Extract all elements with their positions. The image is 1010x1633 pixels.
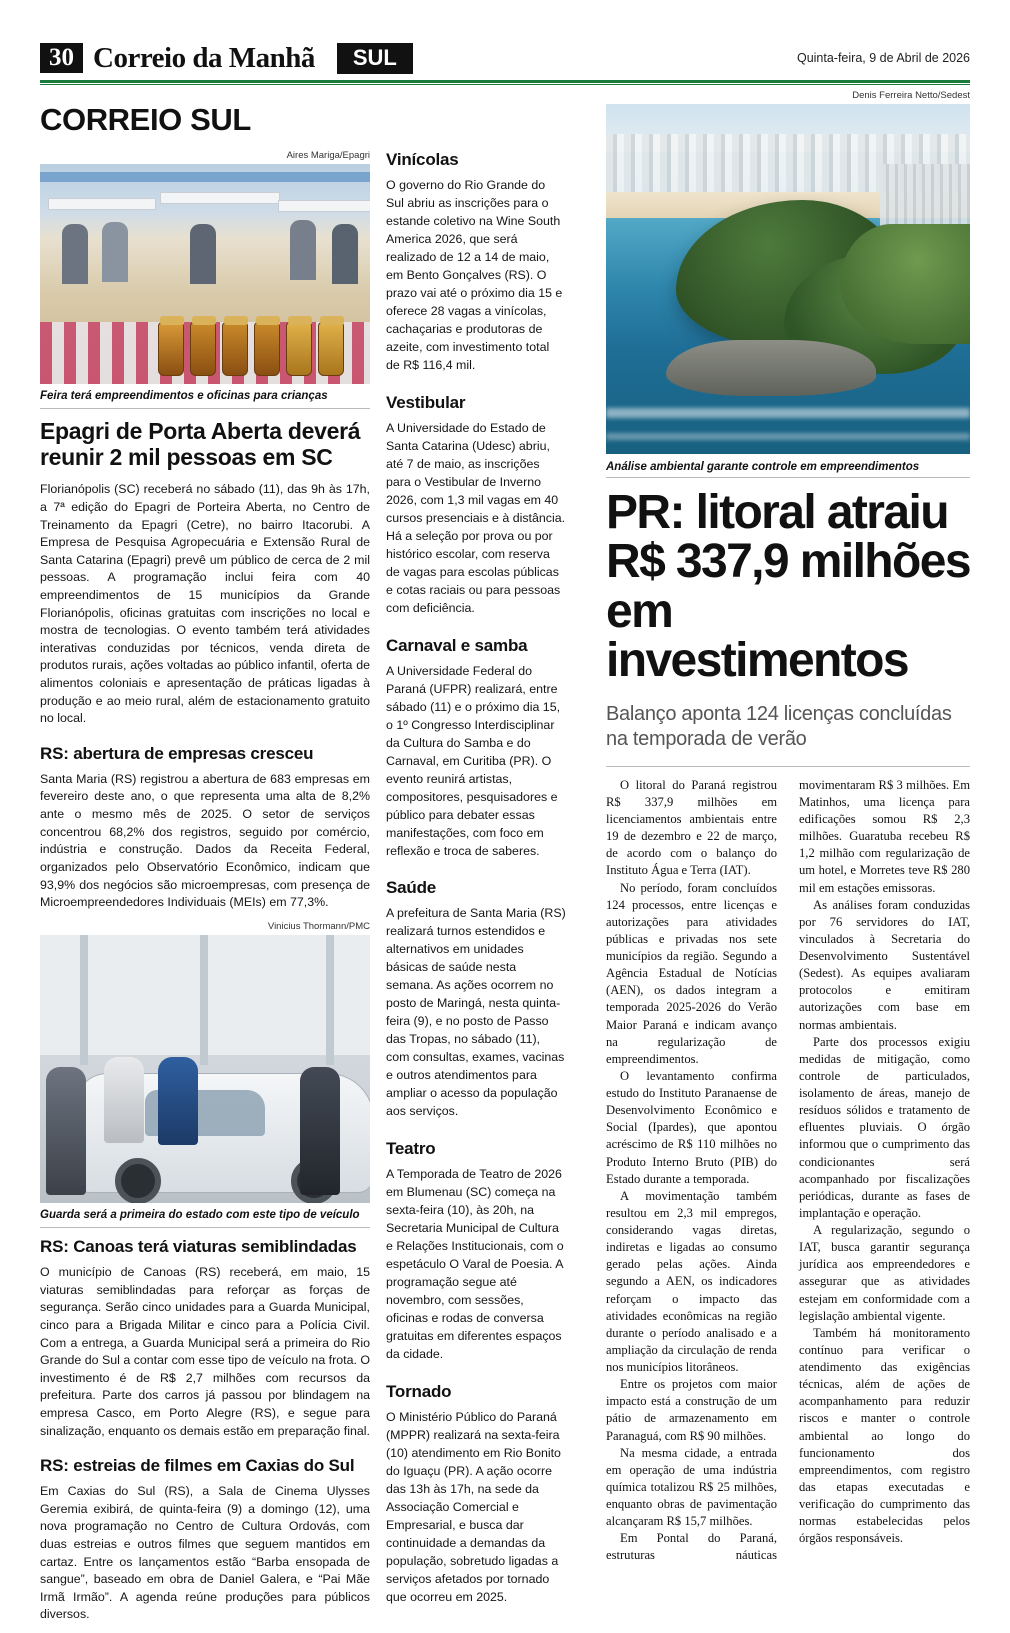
paragraph-6: Em Pontal do Paraná, estruturas náuticas movimentaram R$ 3 milhões. Em Matinhos, uma licença para edificações somou R$ 2,3 milhões. Guaratuba recebeu R$ 1,2 milhão com regularização de um hotel, e Morretes teve R$ 280 mil em estações emissoras. [606, 777, 970, 1563]
main-article-body [606, 777, 970, 1565]
photo-credit-litoral: Denis Ferreira Netto/Sedest [852, 90, 970, 101]
section-tag: SUL [337, 43, 413, 74]
article-headline-caxias: RS: estreias de filmes em Caxias do Sul [40, 1456, 355, 1476]
masthead-rule-thin [40, 84, 970, 85]
brief-body-3: A prefeitura de Santa Maria (RS) realizará turnos estendidos e alternativos em unidades básicas de saúde nesta semana. As ações ocorrem no posto de Maringá, nesta quinta-feira (9), e no posto de Passo das Tropas, no sábado (11), com consultas, exames, vacinas e outros atendimentos para ampliar o acesso da população aos serviços. [386, 906, 566, 1119]
masthead-rule [40, 80, 970, 83]
section-heading: CORREIO SUL [40, 102, 251, 137]
brief-title-5: Tornado [386, 1382, 452, 1402]
left-column [40, 98, 370, 1633]
right-column [606, 90, 970, 1565]
photo-litoral [606, 104, 970, 454]
article-headline-empresas: RS: abertura de empresas cresceu [40, 743, 314, 763]
paragraph-2: O levantamento confirma estudo do Instituto Paranaense de Desenvolvimento Econômico e Social (Ipardes), que apontou acréscimo de R$ 110 milhões no Produto Interno Bruto (PIB) do Estado durante a temporada. [606, 1068, 777, 1186]
brief-body-2: A Universidade Federal do Paraná (UFPR) realizará, entre sábado (11) e o próximo dia 15, o 1º Congresso Interdisciplinar da Cultura do Samba e do Carnaval, em Curitiba (PR). O evento reunirá artistas, compositores, pesquisadores e público para debater essas manifestações, com foco em reflexão e troca de saberes. [386, 663, 561, 858]
paragraph-4: Entre os projetos com maior impacto está a construção de um pátio de armazenamento em Paranaguá, com R$ 90 milhões. [606, 1377, 777, 1443]
brief-body-0: O governo do Rio Grande do Sul abriu as inscrições para o estande coletivo na Wine South America 2026, que será realizado de 12 a 14 de maio, em Bento Gonçalves (RS). O prazo vai até o próximo dia 15 e oferece 28 vagas a vinícolas, cachaçarias e produtoras de azeite, com investimento total de R$ 116,4 mil. [386, 178, 563, 372]
photo-caption-viatura: Guarda será a primeira do estado com este tipo de veículo [40, 1208, 360, 1221]
brief-title-0: Vinícolas [386, 150, 459, 169]
photo-caption-litoral: Análise ambiental garante controle em empreendimentos [606, 461, 920, 473]
masthead [40, 38, 970, 78]
paragraph-1: No período, foram concluídos 124 processos, entre licenças e autorizações para atividades públicas e privadas nos sete municípios da região. Segundo a Agência Estadual de Notícias (AEN), os dados integram a temporada 2025-2026 do Verão Maior Paraná e indicam avanço na regularização de empreendimentos. [606, 880, 777, 1066]
photo-feira [40, 164, 370, 384]
brief-body-1: A Universidade do Estado de Santa Catarina (Udesc) abriu, até 7 de maio, as inscrições para o Vestibular de Inverno 2026, com 1,3 mil vagas em 40 cursos presenciais e à distância. Há a seleção por prova ou por histórico escolar, com reserva de vagas para escolas públicas e cotas raciais ou para pessoas com deficiência. [386, 420, 566, 615]
brief-title-2: Carnaval e samba [386, 635, 528, 655]
page-number: 30 [40, 43, 83, 73]
divider-4 [606, 766, 970, 767]
paper-title: Correio da Manhã [93, 41, 315, 74]
paragraph-0: O litoral do Paraná registrou R$ 337,9 milhões em licenciamentos ambientais entre 19 de dezembro e 22 de março, de acordo com o balanço do Instituto Água e Terra (IAT). [606, 777, 777, 878]
article-body-caxias: Em Caxias do Sul (RS), a Sala de Cinema Ulysses Geremia exibirá, de quinta-feira (9) a domingo (12), uma nova programação no Centro de Cultura Ordovás, com duas estreias e outros filmes que seguem mantidos em cartaz. Entre os lançamentos estão “Barba ensopada de sangue”, baseado em obra de Daniel Galera, e “Pai Mãe Irmã Irmão”. A agenda reúne produções para públicos diversos. [40, 1484, 370, 1622]
article-headline-epagri: Epagri de Porta Aberta deverá reunir 2 mil pessoas em SC [40, 418, 361, 471]
brief-title-1: Vestibular [386, 392, 466, 412]
paragraph-9: A regularização, segundo o IAT, busca garantir segurança jurídica aos empreendedores e assegurar que as atividades estejam em conformidade com a legislação ambiental vigente. [799, 1223, 970, 1323]
article-body-epagri: Florianópolis (SC) receberá no sábado (11), das 9h às 17h, a 7ª edição do Epagri de Porteira Aberta, no Centro de Treinamento da Epagri (Cetre), no bairro Itacorubi. A Empresa de Pesquisa Agropecuária e Extensão Rural de Santa Catarina (Epagri) prevê um público de cerca de 2 mil pessoas. A programação inclui feira com 40 empreendimentos de 15 municípios da Grande Florianópolis, oficinas gratuitas com inscrições no local e mostra de tecnologias. O evento também terá atividades interativas conduzidas por técnicos, venda direta de produtos rurais, ações voltadas ao público infantil, oferta de alimentos coloniais e apresentação de práticas ligadas à produção e ao meio rural, além de estacionamento gratuito no local. [40, 482, 370, 726]
photo-viatura [40, 935, 370, 1203]
divider [40, 408, 370, 409]
article-body-canoas: O município de Canoas (RS) receberá, em maio, 15 viaturas semiblindadas para reforçar as forças de segurança. Serão cinco unidades para a Guarda Municipal, cinco para a Brigada Militar e cinco para a Polícia Civil. Com a entrega, a Guarda Municipal será a primeira do Rio Grande do Sul a contar com esse tipo de veículo na frota. O investimento é de R$ 2,7 milhões com recursos da prefeitura. Parte dos carros já passou por blindagem na empresa Casco, em Porto Alegre (RS), e segue para sinalização, enquanto os demais estão em preparação final. [40, 1265, 370, 1438]
photo-credit-feira: Aires Mariga/Epagri [286, 150, 370, 161]
brief-title-4: Teatro [386, 1139, 436, 1159]
brief-title-3: Saúde [386, 878, 437, 898]
divider-2 [40, 1227, 370, 1228]
paragraph-8: Parte dos processos exigiu medidas de mitigação, como controle de particulados, isolamento de áreas, manejo de resíduos sólidos e tratamento de efluentes pluviais. O órgão informou que o cumprimento das condicionantes será acompanhado por fiscalizações periódicas, durante as fases de implantação e operação. [799, 1034, 970, 1220]
main-deck: Balanço aponta 124 licenças concluídas na temporada de verão [606, 702, 952, 750]
main-headline: PR: litoral atraiu R$ 337,9 milhões em investimentos [606, 486, 970, 688]
brief-body-4: A Temporada de Teatro de 2026 em Blumenau (SC) começa na sexta-feira (10), às 20h, na Secretaria Municipal de Cultura e Relações Institucionais, com o espetáculo O Varal de Poesia. A programação segue até novembro, com sessões, oficinas e rodas de conversa gratuitas em diferentes espaços da cidade. [386, 1167, 564, 1362]
paragraph-5: Na mesma cidade, a entrada em operação de uma indústria química totalizou R$ 25 milhões, enquanto obras de pavimentação alcançaram R$ 15,7 milhões. [606, 1445, 777, 1529]
briefs-column [386, 150, 566, 1611]
photo-credit-viatura: Vinicius Thormann/PMC [267, 920, 370, 932]
article-body-empresas: Santa Maria (RS) registrou a abertura de 683 empresas em fevereiro deste ano, o que representa uma alta de 8,2% ante o mesmo mês de 2025. O setor de serviços concentrou 68,2% dos registros, seguido por comércio, indústria e construção. Dados da Receita Federal, organizados pelo Observatório Econômico, indicam que 93,9% dos negócios são microempresas, com presença de Microempreendedores Individuais (MEIs) em 77,3%. [40, 771, 370, 910]
divider-3 [606, 477, 970, 478]
paragraph-10: Também há monitoramento contínuo para verificar o atendimento das exigências técnicas, além de ações de acompanhamento para reduzir riscos e manter o controle ambiental ao longo do funcionamento dos empreendimentos, com registro das etapas executadas e verificação do cumprimento das normas estabelecidas pelos órgãos responsáveis. [799, 1325, 970, 1546]
paragraph-3: A movimentação também resultou em 2,3 mil empregos, considerando vagas diretas, indiretas e ligadas ao consumo gerado pelas ações. Ainda segundo a AEN, os indicadores reforçam o impacto das atividades econômicas na região durante o período analisado e a ampliação da circulação de renda nos municípios litorâneos. [606, 1188, 777, 1374]
issue-date: Quinta-feira, 9 de Abril de 2026 [796, 51, 970, 65]
brief-body-5: O Ministério Público do Paraná (MPPR) realizará na sexta-feira (10) atendimento em Rio Bonito do Iguaçu (PR). A ação ocorre das 13h às 17h, na sede da Associação Comercial e Empresarial, e busca dar continuidade a demandas da população, sobretudo ligadas a serviços afetados por tornado que ocorreu em 2025. [386, 1410, 561, 1604]
paragraph-7: As análises foram conduzidas por 76 servidores do IAT, vinculados à Secretaria do Desenvolvimento Sustentável (Sedest). As equipes avaliaram protocolos e emitiram autorizações com base em normas ambientais. [799, 897, 970, 1032]
article-headline-canoas: RS: Canoas terá viaturas semiblindadas [40, 1237, 357, 1257]
photo-caption-feira: Feira terá empreendimentos e oficinas para crianças [40, 390, 328, 402]
